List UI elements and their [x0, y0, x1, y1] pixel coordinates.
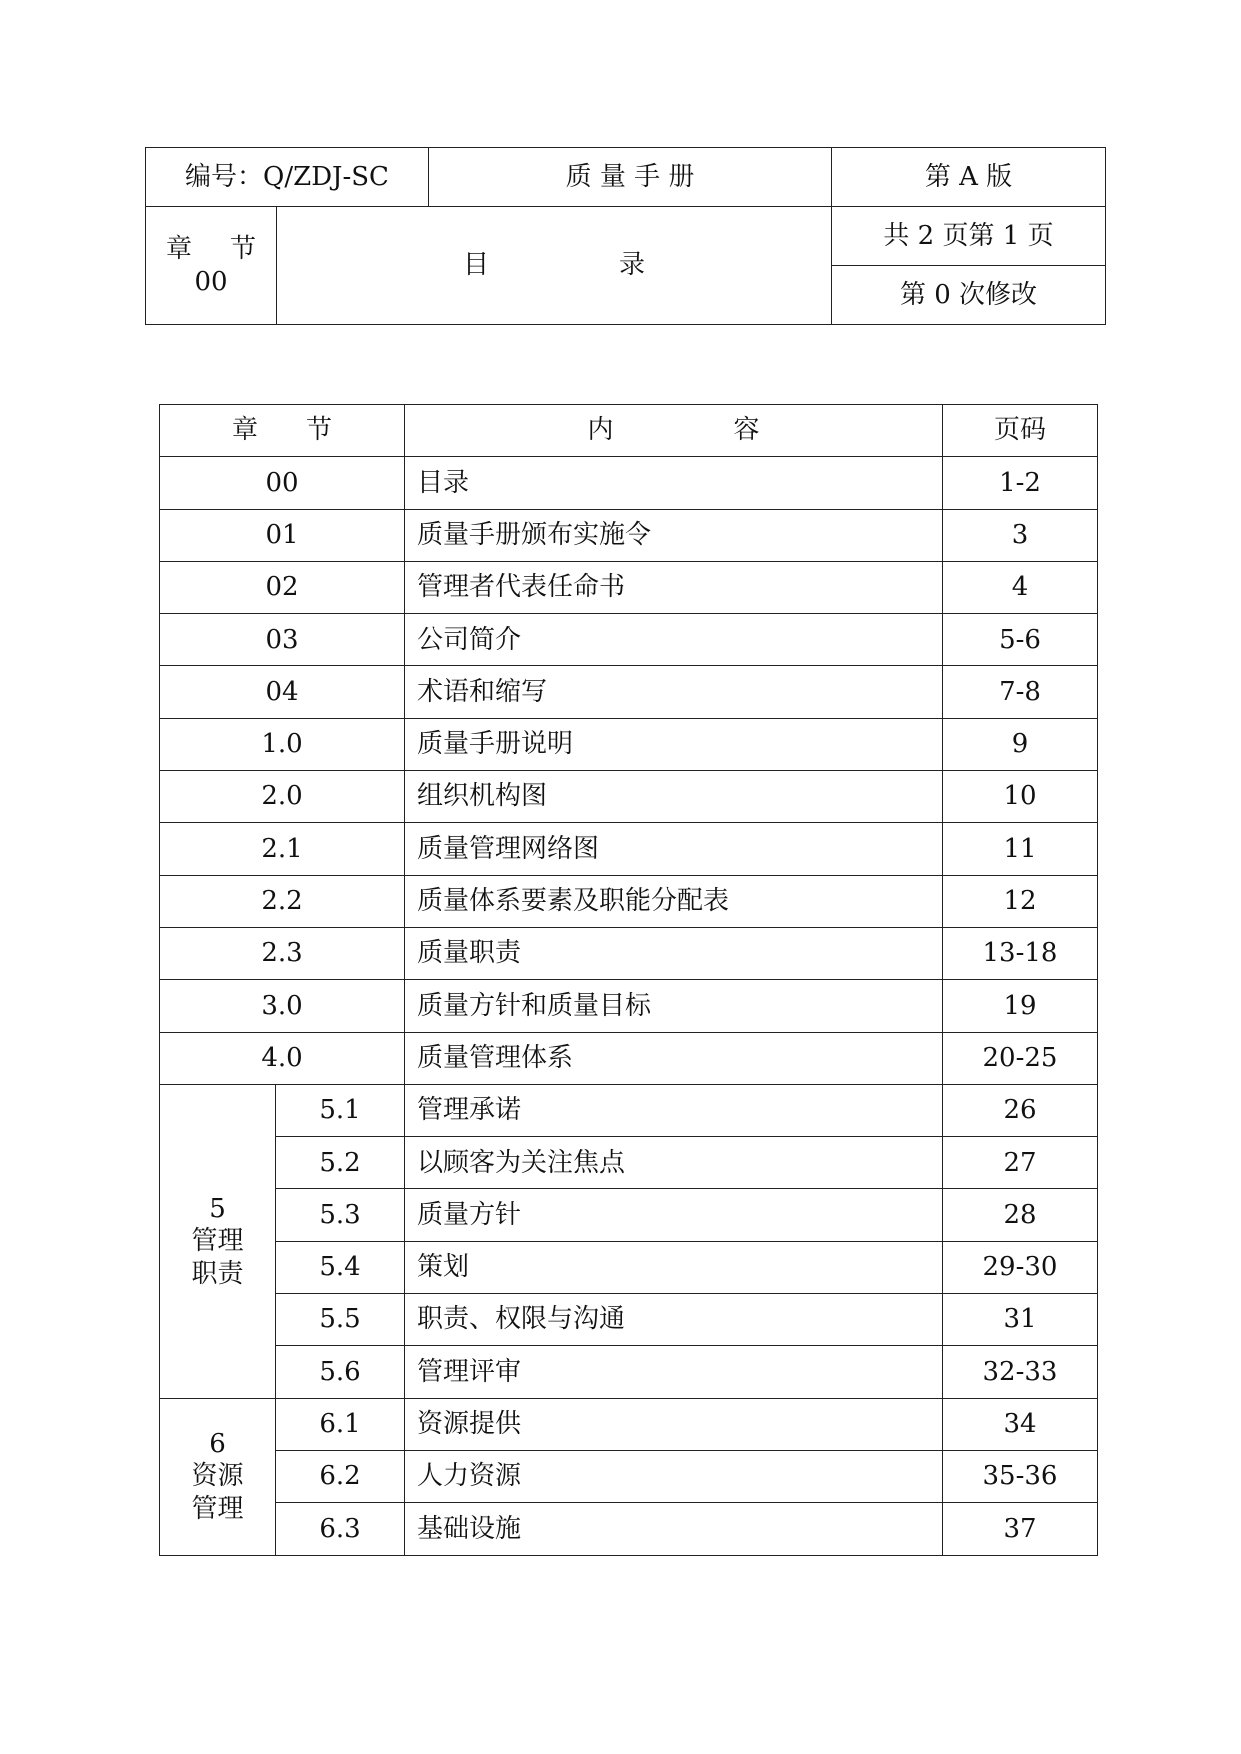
- chapter-number: 00: [194, 266, 228, 297]
- section-title: 目 录: [277, 207, 832, 325]
- table-row: [160, 509, 1098, 561]
- table-row: [160, 1503, 1098, 1555]
- chapter-cell: 2.0: [160, 771, 405, 823]
- chapter-cell: 1.0: [160, 718, 405, 770]
- section-cell: 5.1: [276, 1084, 405, 1136]
- section-cell: 5.6: [276, 1346, 405, 1398]
- chapter-cell: 02: [160, 561, 405, 613]
- group-chapter-cell: [160, 1084, 276, 1398]
- content-cell: 质量管理体系: [405, 1032, 943, 1084]
- table-row: [160, 927, 1098, 979]
- content-header: 内 容: [405, 405, 943, 457]
- table-row: [160, 1398, 1098, 1450]
- page-cell: 31: [943, 1294, 1098, 1346]
- table-row: [160, 1294, 1098, 1346]
- table-row: [160, 1137, 1098, 1189]
- page-cell: 13-18: [943, 927, 1098, 979]
- table-row: [160, 823, 1098, 875]
- page-cell: 32-33: [943, 1346, 1098, 1398]
- table-row: [160, 1241, 1098, 1293]
- content-cell: 公司简介: [405, 614, 943, 666]
- content-cell: 目录: [405, 457, 943, 509]
- doc-title: 质 量 手 册: [429, 148, 832, 207]
- chapter-cell: 2.2: [160, 875, 405, 927]
- page-cell: 19: [943, 980, 1098, 1032]
- chapter-cell: 04: [160, 666, 405, 718]
- table-row: [160, 614, 1098, 666]
- document-header: [145, 147, 1106, 325]
- chapter-cell: 2.3: [160, 927, 405, 979]
- content-cell: 管理者代表任命书: [405, 561, 943, 613]
- page-cell: 27: [943, 1137, 1098, 1189]
- chapter-cell: 00: [160, 457, 405, 509]
- page-cell: 26: [943, 1084, 1098, 1136]
- table-row: [160, 1450, 1098, 1502]
- revision-info: 第 0 次修改: [832, 266, 1106, 325]
- chapter-cell: 3.0: [160, 980, 405, 1032]
- group-number: 6: [209, 1428, 226, 1459]
- section-cell: 6.2: [276, 1450, 405, 1502]
- table-row: [160, 666, 1098, 718]
- table-row: [160, 718, 1098, 770]
- page-cell: 37: [943, 1503, 1098, 1555]
- doc-number: 编号：Q/ZDJ-SC: [146, 148, 429, 207]
- section-cell: 6.1: [276, 1398, 405, 1450]
- content-cell: 基础设施: [405, 1503, 943, 1555]
- page-cell: 7-8: [943, 666, 1098, 718]
- page-cell: 9: [943, 718, 1098, 770]
- content-cell: 质量管理网络图: [405, 823, 943, 875]
- group-chapter-cell: [160, 1398, 276, 1555]
- content-cell: 质量手册颁布实施令: [405, 509, 943, 561]
- section-cell: 6.3: [276, 1503, 405, 1555]
- page-cell: 4: [943, 561, 1098, 613]
- table-row: [160, 1032, 1098, 1084]
- content-cell: 质量方针: [405, 1189, 943, 1241]
- chapter-label: 章 节: [166, 234, 256, 264]
- page-cell: 5-6: [943, 614, 1098, 666]
- content-cell: 职责、权限与沟通: [405, 1294, 943, 1346]
- group-number: 5: [209, 1193, 226, 1224]
- content-cell: 资源提供: [405, 1398, 943, 1450]
- chapter-cell: 2.1: [160, 823, 405, 875]
- table-row: [160, 561, 1098, 613]
- content-cell: 管理评审: [405, 1346, 943, 1398]
- section-cell: 5.2: [276, 1137, 405, 1189]
- table-row: [160, 1346, 1098, 1398]
- page-cell: 10: [943, 771, 1098, 823]
- header-row: [160, 405, 1098, 457]
- content-cell: 人力资源: [405, 1450, 943, 1502]
- content-cell: 策划: [405, 1241, 943, 1293]
- chapter-cell: 03: [160, 614, 405, 666]
- content-cell: 以顾客为关注焦点: [405, 1137, 943, 1189]
- edition: 第 A 版: [832, 148, 1106, 207]
- page-cell: 12: [943, 875, 1098, 927]
- content-cell: 组织机构图: [405, 771, 943, 823]
- table-row: [160, 1084, 1098, 1136]
- content-cell: 质量手册说明: [405, 718, 943, 770]
- table-row: [160, 771, 1098, 823]
- section-cell: 5.4: [276, 1241, 405, 1293]
- page-info: 共 2 页第 1 页: [832, 207, 1106, 266]
- chapter-header: 章 节: [160, 405, 405, 457]
- table-row: [160, 980, 1098, 1032]
- content-cell: 质量方针和质量目标: [405, 980, 943, 1032]
- section-cell: 5.3: [276, 1189, 405, 1241]
- content-cell: 质量职责: [405, 927, 943, 979]
- chapter-cell: 4.0: [160, 1032, 405, 1084]
- section-cell: 5.5: [276, 1294, 405, 1346]
- table-row: [160, 1189, 1098, 1241]
- page-cell: 20-25: [943, 1032, 1098, 1084]
- page-cell: 34: [943, 1398, 1098, 1450]
- table-row: [160, 457, 1098, 509]
- page-cell: 29-30: [943, 1241, 1098, 1293]
- content-cell: 管理承诺: [405, 1084, 943, 1136]
- chapter-cell: 01: [160, 509, 405, 561]
- page-cell: 11: [943, 823, 1098, 875]
- contents-table: [159, 404, 1098, 1556]
- page-cell: 28: [943, 1189, 1098, 1241]
- content-cell: 质量体系要素及职能分配表: [405, 875, 943, 927]
- chapter-cell: [146, 207, 277, 325]
- page-cell: 3: [943, 509, 1098, 561]
- table-row: [160, 875, 1098, 927]
- page-cell: 1-2: [943, 457, 1098, 509]
- group-label: 管理职责: [191, 1226, 244, 1289]
- content-cell: 术语和缩写: [405, 666, 943, 718]
- page-cell: 35-36: [943, 1450, 1098, 1502]
- page-header: 页码: [943, 405, 1098, 457]
- group-label: 资源管理: [191, 1461, 244, 1524]
